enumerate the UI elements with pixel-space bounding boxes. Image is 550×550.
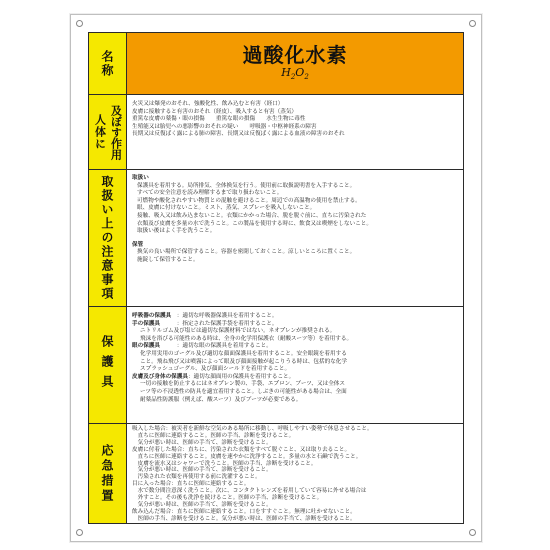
ppe-line: 一切の接触を防止するにはネオプレン製の、手袋、エプロン、ブーツ、又は全体ス — [140, 381, 345, 388]
storage-heading: 保管 — [132, 241, 144, 248]
ppe-line: スプラッシュゴーグル、及び顔面シールドを着用すること。 — [140, 366, 291, 373]
handling-line: すべての安全注意を読み理解するまで取り扱わないこと。 — [137, 190, 283, 197]
handling-line: 眼、皮膚に付けないこと。ミスト、蒸気、スプレーを吸入しないこと。 — [137, 205, 316, 212]
mounting-hole — [469, 529, 476, 536]
storage-line: 換気の良い場所で保管すること。容器を密閉しておくこと。涼しいところに置くこと。 — [137, 249, 356, 256]
ppe-line: 手の保護具 ：指定された保護手袋を着用すること。 — [132, 320, 278, 327]
chemical-formula: $H_2O_2$ — [281, 66, 309, 82]
mounting-hole — [76, 20, 83, 27]
effects-label-col1: 人体に — [93, 114, 107, 150]
ppe-label: 保護具 — [100, 335, 114, 395]
effects-row — [89, 95, 463, 170]
handling-line: 取扱い後はよく手を洗うこと。 — [137, 228, 216, 235]
ppe-line: ーツ等の不浸透性の防具を適宜着用すること。しぶきの可能性がある場合は、全面 — [140, 388, 347, 395]
handling-line: 接触、吸入又は飲み込まないこと。衣類にかかった場合、脱を脱ぐ前に、直ちに汚染された — [137, 212, 367, 219]
ppe-line: 化学用実用のゴーグル及び適切な顔面保護具を着用すること。安全眼鏡を着用する — [140, 350, 347, 357]
effects-label-cell — [89, 95, 127, 169]
ppe-line: ニトリルゴム及び塩ビは適切な保護材料ではない。ネオプレンが推奨される。 — [140, 328, 336, 335]
ppe-line: 飛沫を浴びる可能性のある時は、全身の化学用保護衣（耐酸スーツ等）を着用する。 — [140, 335, 353, 342]
ppe-content — [127, 307, 463, 423]
first-aid-line: 直ちに医師に連絡すること。皮膚を速やかに洗浄すること。多量の水と石鹸で洗うこと。 — [132, 453, 362, 460]
first-aid-line: 汚染された衣類を再使用する前に洗濯すること。 — [132, 474, 261, 481]
first-aid-line: 皮膚に付着した場合：直ちに、汚染された衣類をすべて脱ぐこと、又は取り去ること。 — [132, 446, 351, 453]
precautions-content — [127, 170, 463, 306]
handling-heading: 取扱い — [132, 175, 149, 181]
handling-line: 保護具を着用する。局所排気、全体換気を行う。使用前に取扱説明書を入手すること。 — [137, 182, 356, 189]
sign-table — [88, 32, 464, 524]
ppe-label-cell — [89, 307, 127, 423]
first-aid-label: 応急措置 — [100, 443, 114, 504]
precautions-label-cell — [89, 170, 127, 306]
ppe-row — [89, 307, 463, 424]
first-aid-line: 水で数分間注意深く洗うこと。次に、コンタクトレンズを着用していて容易に外せる場合は — [132, 488, 367, 495]
effects-line: 長期又は反復ばく露による肺の障害、長期又は反復ばく露による血液の障害のおそれ — [132, 131, 345, 138]
chemical-name: 過酸化水素 — [242, 43, 348, 67]
ppe-line: 呼吸器の保護具 ：適切な呼吸器保護具を着用すること。 — [132, 313, 278, 319]
ppe-line: 耐薬品性防護服（例えば、酸スーツ）及びブーツが必要である。 — [140, 396, 302, 403]
mounting-hole — [469, 20, 476, 27]
mounting-hole — [76, 529, 83, 536]
effects-line: 重篤な皮膚の薬傷・眼の損傷 重篤な眼の損傷 水生生物に毒性 — [132, 116, 306, 123]
first-aid-line: 飲み込んだ場合：直ちに医師に連絡すること。口をすすぐこと。無理に吐かせないこと。 — [132, 508, 356, 515]
first-aid-line: 気分が悪い時は、医師の手当て、診断を受けること。 — [132, 439, 272, 446]
first-aid-line: 外すこと。その後も洗浄を続けること。医師の手当、診断を受けること。 — [132, 495, 323, 502]
first-aid-content — [127, 424, 463, 523]
first-aid-line: 気分が悪い時は、医師の手当て、診断を受けること。 — [132, 467, 272, 474]
storage-line: 施錠して保管すること。 — [137, 256, 199, 263]
precautions-row — [89, 170, 463, 307]
first-aid-line: 直ちに医師に連絡すること。医師の手当、診断を受けること。 — [132, 432, 295, 439]
first-aid-line: 気分が悪い時は、医師の手当て、診断を受けること。 — [132, 501, 272, 508]
first-aid-line: 皮膚を流水又はシャワーで洗うこと。医師の手当、診断を受けること。 — [132, 460, 317, 467]
precautions-label: 取扱い上の注意事項 — [100, 175, 114, 301]
name-label: 名称 — [100, 49, 114, 78]
ppe-line: 眼の保護具 ：適切な眼の保護具を着用すること。 — [132, 343, 272, 350]
ppe-line: 皮膚及び身体の保護具：適切な顔面用の保護具を着用すること。 — [132, 373, 295, 380]
first-aid-row — [89, 424, 463, 523]
chemical-safety-sign — [70, 14, 482, 542]
name-row — [89, 33, 463, 95]
first-aid-label-cell — [89, 424, 127, 523]
title-banner — [127, 33, 463, 94]
handling-line: 衣類及び皮膚を多量の水で洗うこと。この製品を使用する時に、飲食又は喫煙をしないこと。 — [137, 220, 372, 227]
effects-line: 火災又は爆発のおそれ、強酸化性、飲み込むと有害（経口） — [132, 101, 284, 107]
first-aid-line: 吸入した場合：被災者を新鮮な空気のある場所に移動し、呼吸しやすい姿勢で休息させること。 — [132, 426, 373, 432]
effects-content — [127, 95, 463, 169]
ppe-line: こと。飛ね飛び又は噴霧によって眼及び顔面接触が起こりうる時は、包括的な化学 — [140, 358, 347, 365]
first-aid-line: 医師の手当、診断を受けること。気分が悪い時は、医師の手当て、診断を受けること。 — [132, 515, 356, 522]
effects-line: 皮膚に接触すると有害のおそれ（経皮）、吸入すると有害（蒸気） — [132, 108, 298, 115]
effects-label-col2: 及ぼす作用 — [109, 104, 123, 160]
handling-line: 可燃物や酸化されやすい物質との混触を避けること。周辺での高温物の使用を禁止する。 — [137, 197, 361, 204]
name-label-cell — [89, 33, 127, 94]
effects-line: 生殖能又は胎児への悪影響のおそれの疑い 呼吸器・中枢神経系の障害 — [132, 123, 317, 130]
first-aid-line: 目に入った場合：直ちに医師に連絡すること。 — [132, 481, 250, 488]
